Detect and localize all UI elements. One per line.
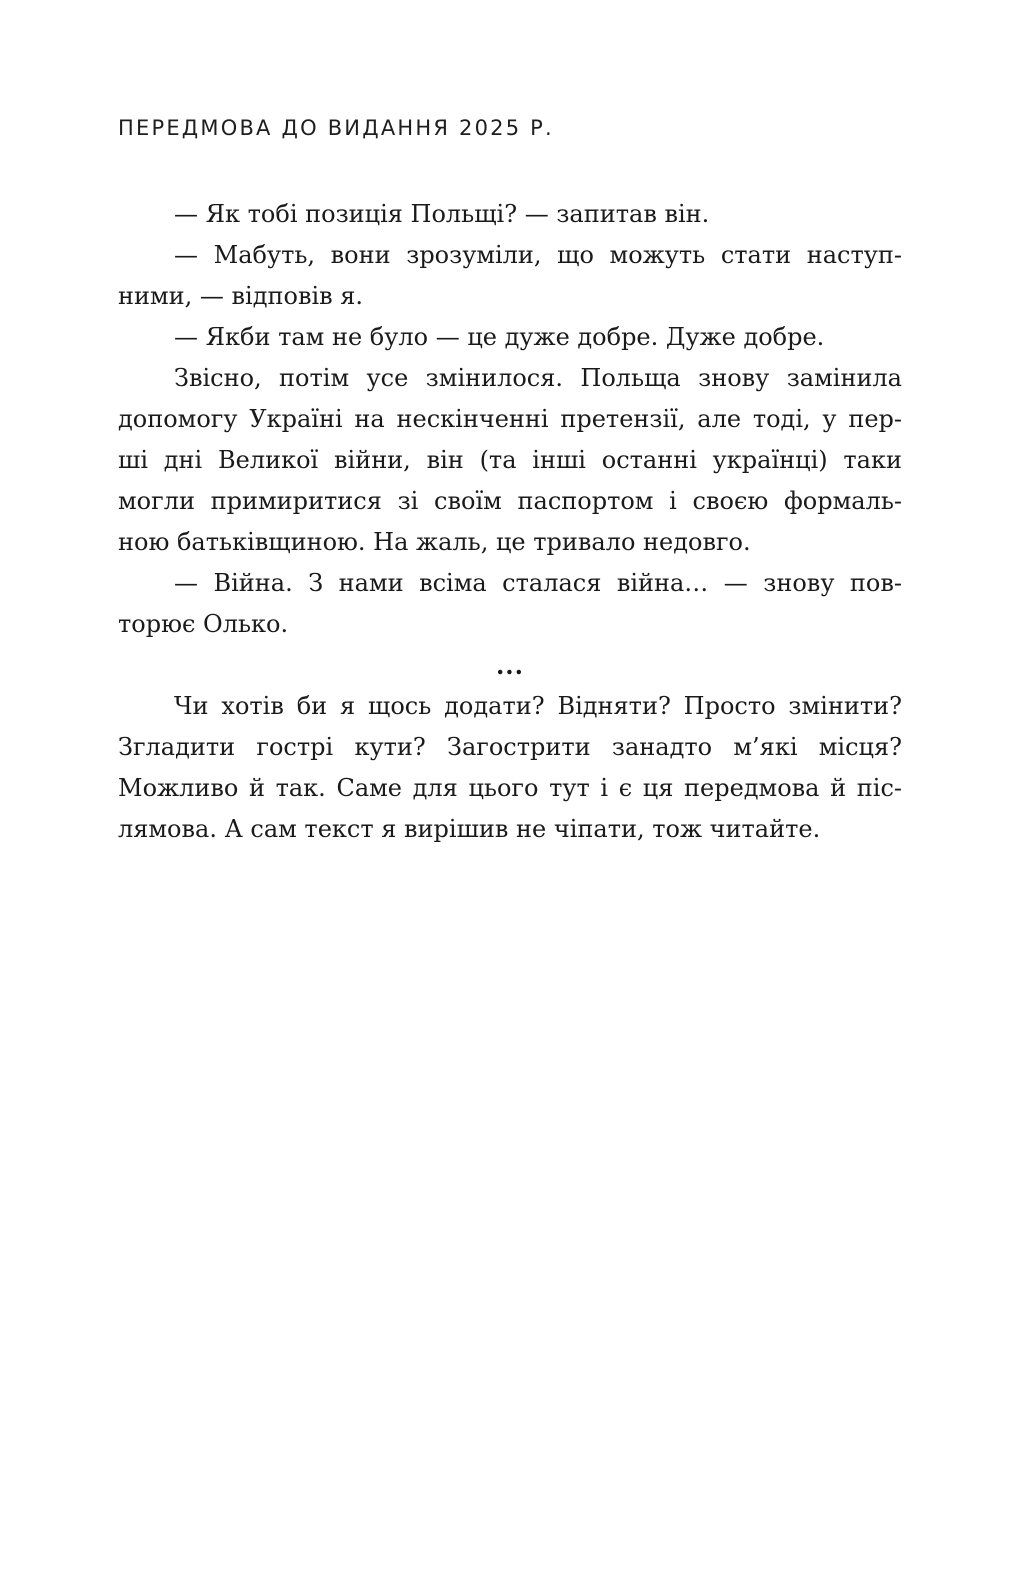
- text-line: ші дні Великої війни, він (та інші останні українці) таки: [118, 446, 902, 474]
- text-line: Згладити гострі кути? Загострити занадто м’які місця?: [118, 733, 902, 761]
- text-line: могли примиритися зі своїм паспортом і своєю формаль-: [118, 487, 902, 515]
- body-text: [118, 194, 902, 850]
- text-section-before-separator: [118, 194, 902, 645]
- text-line: Можливо й так. Саме для цього тут і є ця передмова й піс-: [118, 774, 902, 802]
- text-section-after-separator: [118, 686, 902, 850]
- text-line: торює Олько.: [118, 610, 289, 638]
- text-line: ною батьківщиною. На жаль, це тривало недовго.: [118, 528, 751, 556]
- text-line: Звісно, потім усе змінилося. Польща знову замінила: [174, 364, 902, 392]
- text-line: — Мабуть, вони зрозуміли, що можуть стати наступ-: [174, 241, 902, 269]
- text-line: — Якби там не було — це дуже добре. Дуже добре.: [174, 323, 825, 351]
- running-head: ПЕРЕДМОВА ДО ВИДАННЯ 2025 Р.: [118, 116, 554, 140]
- text-line: — Війна. З нами всіма сталася війна… — знову пов-: [174, 569, 902, 597]
- text-line: допомогу Україні на нескінченні претензії, але тоді, у пер-: [118, 405, 902, 433]
- text-line: ними, — відповів я.: [118, 282, 364, 310]
- text-line: лямова. А сам текст я вирішив не чіпати, тож читайте.: [118, 815, 821, 843]
- section-separator: ...: [495, 651, 525, 680]
- text-line: Чи хотів би я щось додати? Відняти? Просто змінити?: [174, 692, 902, 720]
- text-line: — Як тобі позиція Польщі? — запитав він.: [174, 200, 710, 228]
